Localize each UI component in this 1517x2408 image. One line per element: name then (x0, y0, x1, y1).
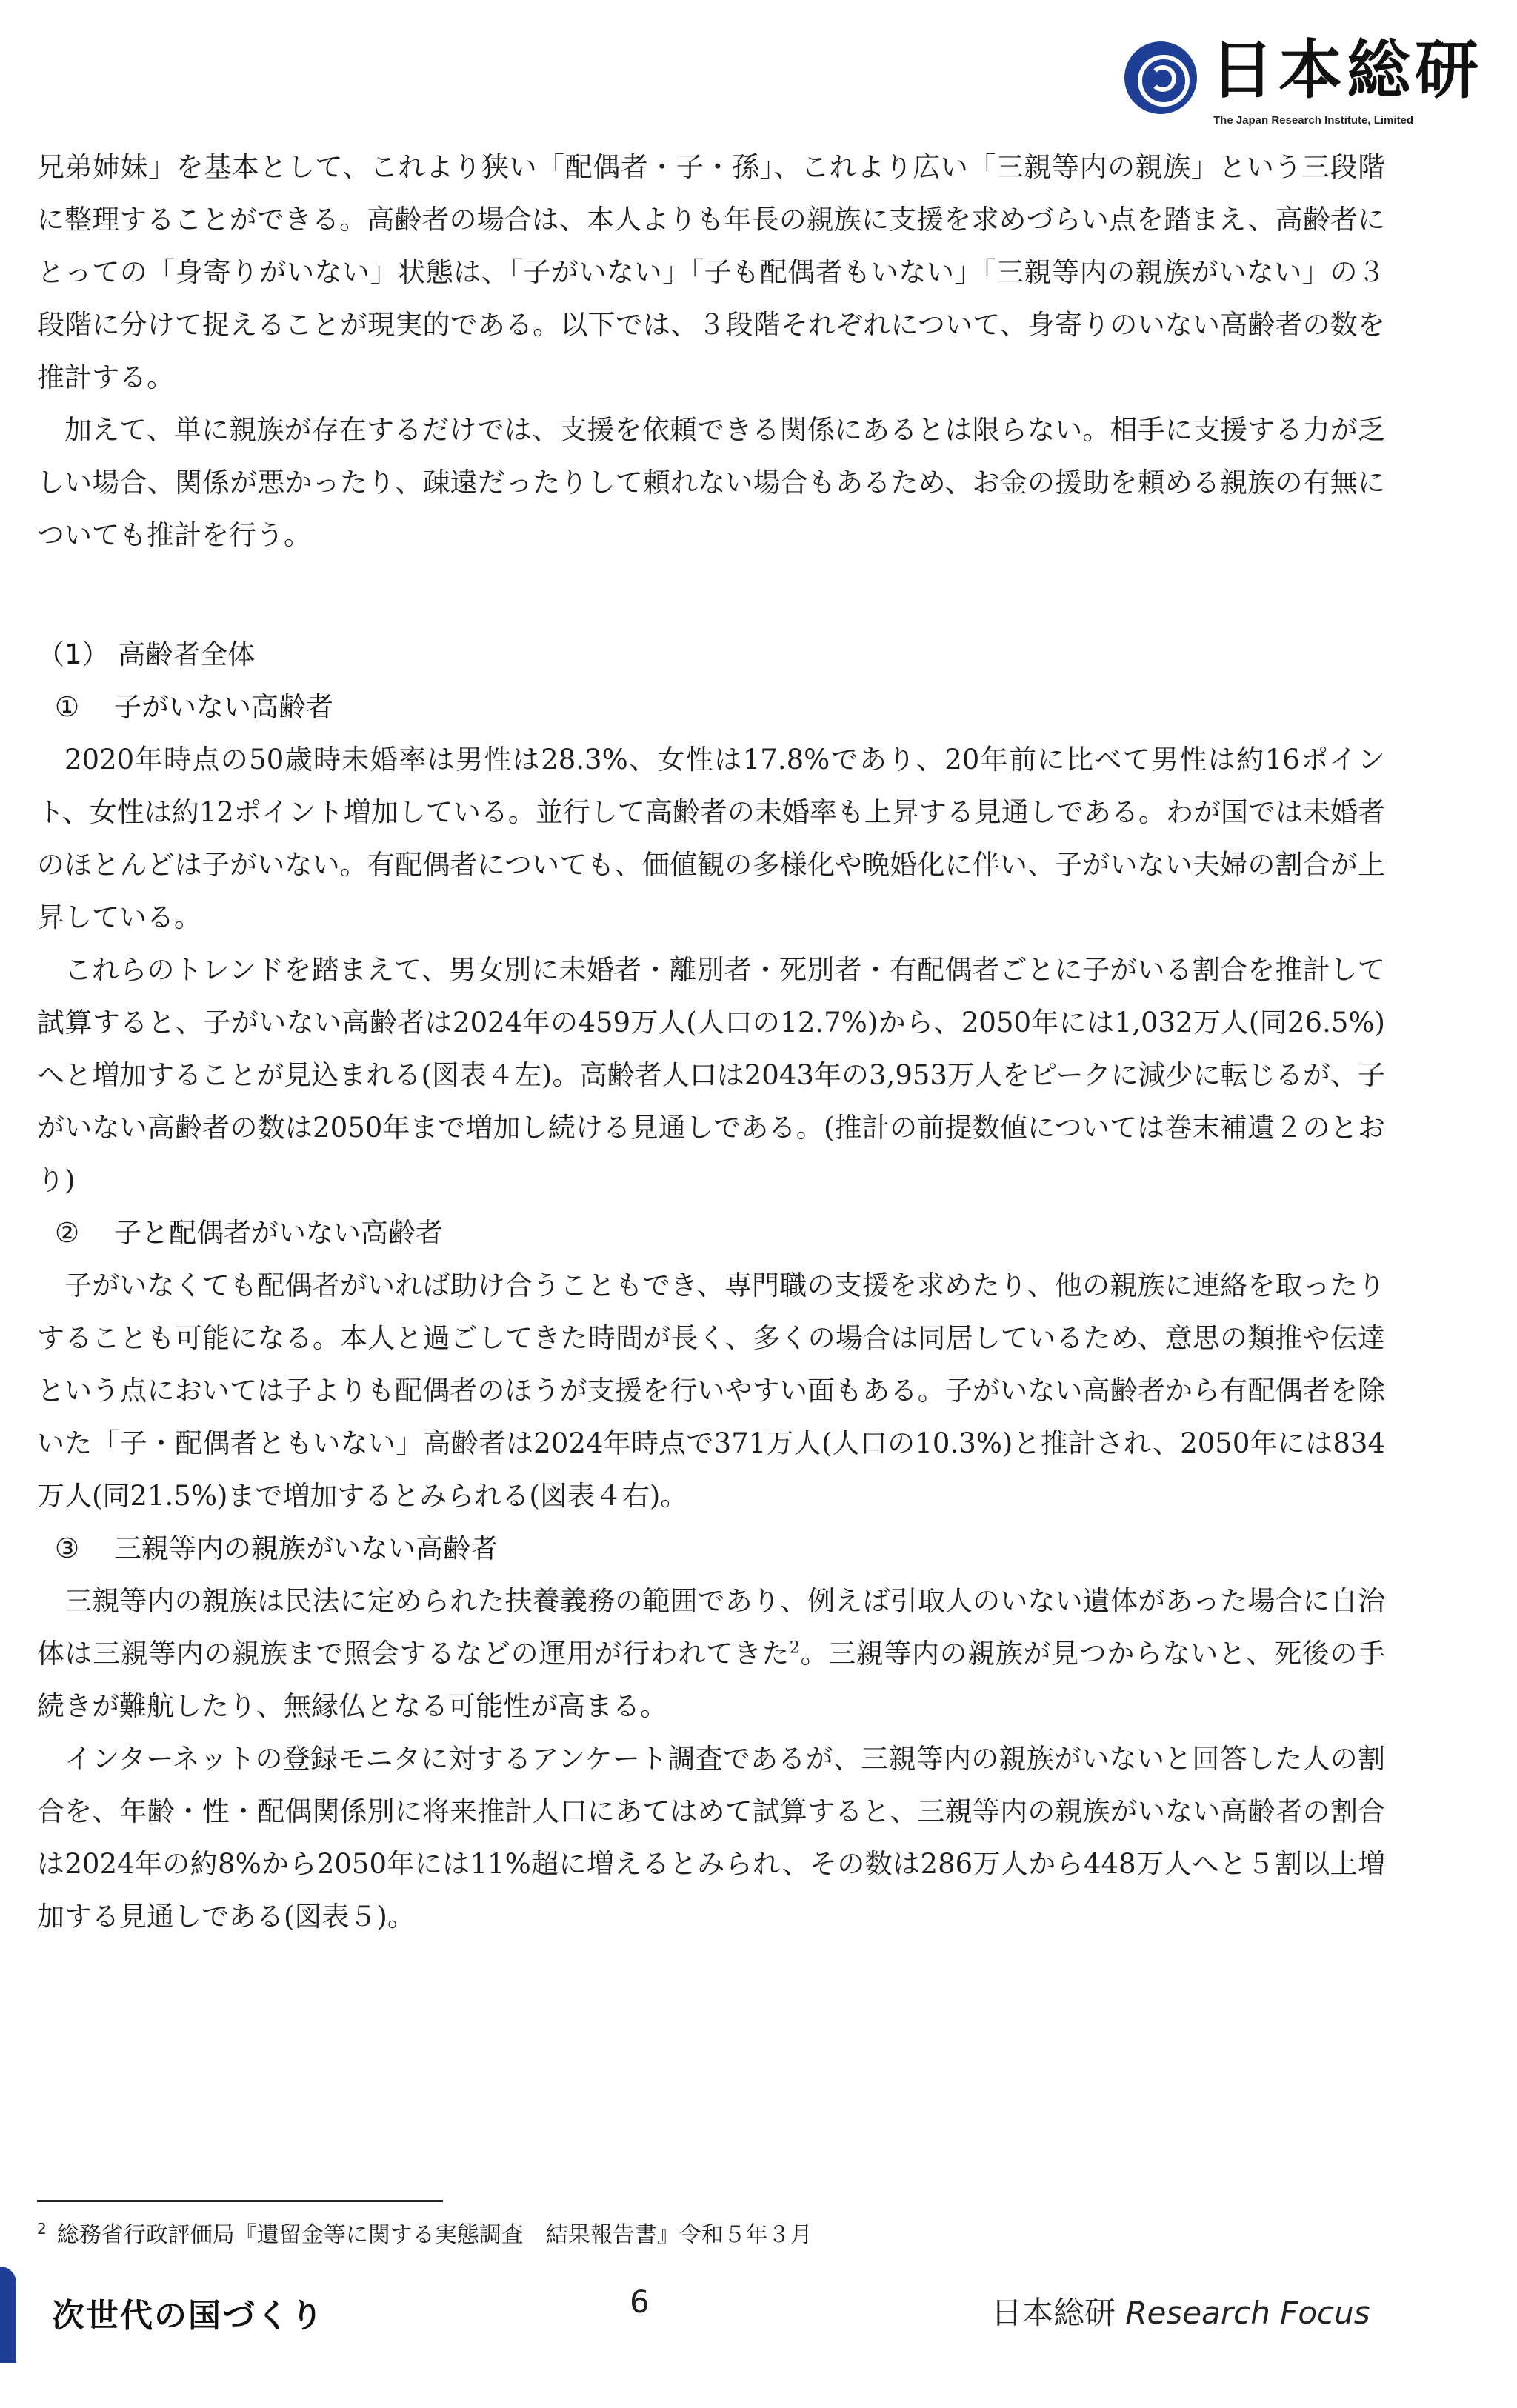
subsection-number: ① (55, 691, 80, 723)
subsection-title: 子と配偶者がいない高齢者 (114, 1217, 443, 1249)
body-paragraph: 加えて、単に親族が存在するだけでは、支援を依頼できる関係にあるとは限らない。相手に支援する力が乏しい場合、関係が悪かったり、疎遠だったりして頼れない場合もあるため、お金の援助を頼める親族の有無についても推計を行う。 (37, 414, 1385, 551)
footnote-text: 総務省行政評価局『遺留金等に関する実態調査 結果報告書』令和５年３月 (56, 2222, 813, 2248)
paragraph-text: 三親等内の親族は民法に定められた扶養義務の範囲であり、例えば引取人のいない遺体があった場合に自治体は三親等内の親族まで照会するなどの運用が行われてきた (37, 1585, 1385, 1670)
subsection-title: 三親等内の親族がいない高齢者 (114, 1532, 498, 1564)
footer-accent-bar (0, 2267, 16, 2363)
footer-publisher: 日本総研 (991, 2295, 1116, 2331)
body-paragraph: 2020年時点の50歳時未婚率は男性は28.3%、女性は17.8%であり、20年前に比べて男性は約16ポイント、女性は約12ポイント増加している。並行して高齢者の未婚率も上昇する見通しである。わが国では未婚者のほとんどは子がいない。有配偶者についても、価値観の多様化や晩婚化に伴い、子がいない夫婦の割合が上昇している。 (37, 744, 1385, 933)
logo-mark-icon (1124, 41, 1197, 114)
section-heading: （1） 高齢者全体 (37, 638, 256, 670)
body-paragraph (37, 1575, 1385, 1732)
company-logo (1124, 33, 1483, 127)
main-content (37, 141, 1385, 1943)
footer-series-title: 次世代の国づくり (52, 2297, 324, 2335)
paragraph-text: 。三親等内の親族が見つからないと、死後の手続きが難航したり、無縁仏となる可能性が高まる。 (37, 1638, 1385, 1722)
body-paragraph: これらのトレンドを踏まえて、男女別に未婚者・離別者・死別者・有配偶者ごとに子がいる割合を推計して試算すると、子がいない高齢者は2024年の459万人(人口の12.7%)から、2050年には1,032万人(同26.5%)へと増加することが見込まれる(図表４左)。高齢者人口は2043年の3,953万人をピークに減少に転じるが、子がいない高齢者の数は2050年まで増加し続ける見通しである。(推計の前提数値については巻末補遺２のとおり) (37, 954, 1385, 1196)
page-number: 6 (630, 2284, 650, 2320)
subsection-heading (55, 1522, 1385, 1575)
footer-publication-name: Research Focus (1125, 2295, 1370, 2331)
logo-name: 日本総研 (1210, 33, 1483, 107)
footer-publication (991, 2289, 1370, 2333)
footnote-number: 2 (37, 2220, 47, 2238)
footnote (37, 2216, 813, 2249)
subsection-title: 子がいない高齢者 (114, 691, 333, 723)
body-paragraph: 子がいなくても配偶者がいれば助け合うこともでき、専門職の支援を求めたり、他の親族に連絡を取ったりすることも可能になる。本人と過ごしてきた時間が長く、多くの場合は同居しているため、意思の類推や伝達という点においては子よりも配偶者のほうが支援を行いやすい面もある。子がいない高齢者から有配偶者を除いた「子・配偶者ともいない」高齢者は2024年時点で371万人(人口の10.3%)と推計され、2050年には834万人(同21.5%)まで増加するとみられる(図表４右)。 (37, 1270, 1385, 1512)
subsection-heading (55, 1207, 1385, 1259)
subsection-number: ③ (55, 1532, 80, 1564)
logo-subtitle: The Japan Research Institute, Limited (1213, 114, 1414, 127)
footnote-divider (37, 2200, 443, 2202)
subsection-number: ② (55, 1217, 80, 1249)
footnote-reference[interactable]: 2 (789, 1638, 800, 1658)
body-paragraph: インターネットの登録モニタに対するアンケート調査であるが、三親等内の親族がいないと回答した人の割合を、年齢・性・配偶関係別に将来推計人口にあてはめて試算すると、三親等内の親族がいない高齢者の割合は2024年の約8%から2050年には11%超に増えるとみられ、その数は286万人から448万人へと５割以上増加する見通しである(図表５)。 (37, 1743, 1385, 1932)
subsection-heading (55, 681, 1385, 733)
body-paragraph: 兄弟姉妹」を基本として、これより狭い「配偶者・子・孫」、これより広い「三親等内の親族」という三段階に整理することができる。高齢者の場合は、本人よりも年長の親族に支援を求めづらい点を踏まえ、高齢者にとっての「身寄りがいない」状態は、「子がいない」「子も配偶者もいない」「三親等内の親族がいない」の３段階に分けて捉えることが現実的である。以下では、３段階それぞれについて、身寄りのいない高齢者の数を推計する。 (37, 151, 1385, 393)
